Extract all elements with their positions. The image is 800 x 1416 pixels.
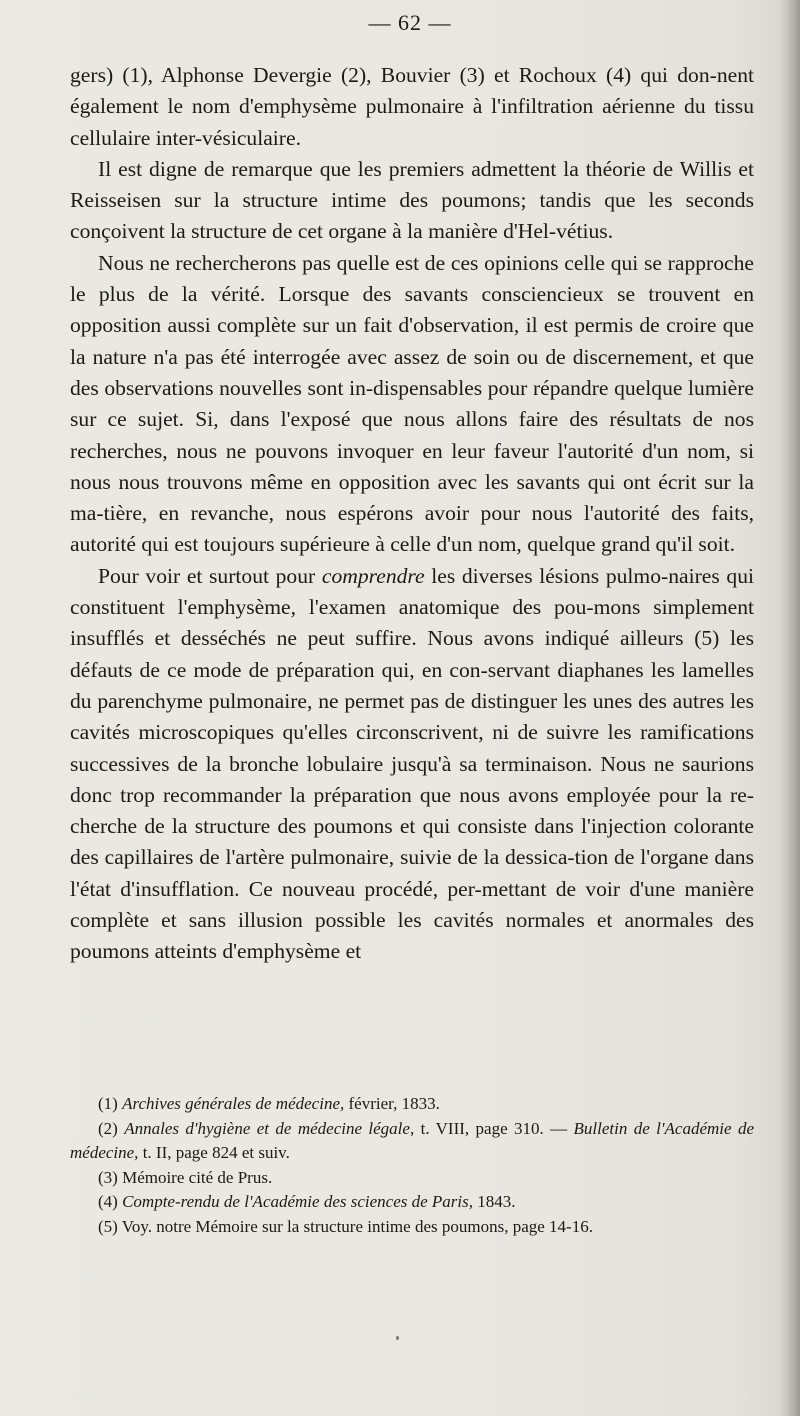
print-speck	[396, 1336, 399, 1340]
footnote-number: (3)	[98, 1167, 123, 1187]
footnote-text: février, 1833.	[344, 1094, 440, 1113]
footnote-text: 1843.	[473, 1192, 516, 1211]
footnote-3	[70, 1166, 754, 1191]
paragraph-2: Il est digne de remarque que les premiers admettent la théorie de Willis et Reisseisen sur la structure intime des poumons; tandis que les seconds conçoivent la structure de cet organe à la manière d'Hel-vétius.	[70, 156, 754, 244]
footnote-number: (1)	[98, 1094, 123, 1113]
footnote-title: Annales d'hygiène et de médecine légale,	[124, 1118, 415, 1138]
footnote-number: (5)	[98, 1216, 122, 1236]
footnote-1	[70, 1092, 754, 1117]
paragraph-4-start: Pour voir et surtout pour	[98, 563, 322, 588]
footnote-text: Mémoire cité de Prus.	[122, 1167, 273, 1187]
page-number: — 62 —	[368, 10, 452, 35]
footnote-text-2: t. II, page 824 et suiv.	[138, 1143, 290, 1162]
paragraph-3: Nous ne rechercherons pas quelle est de ces opinions celle qui se rapproche le plus de la vérité. Lorsque des savants consciencieux se trouvent en opposition aussi complète sur un fait d'observation, il est permis de croire que la nature n'a pas été interrogée avec assez de soin ou de discernement, et que des observations nouvelles sont in-dispensables pour répandre quelque lumière sur ce sujet. Si, dans l'exposé que nous allons faire des résultats de nos recherches, nous ne pouvons invoquer en leur faveur l'autorité d'un nom, si nous nous trouvons même en opposition avec les savants qui ont écrit sur la ma-tière, en revanche, nous espérons avoir pour nous l'autorité des faits, autorité qui est toujours supérieure à celle d'un nom, quelque grand qu'il soit.	[70, 250, 754, 557]
footnote-number: (4)	[98, 1192, 123, 1211]
paragraph-4	[70, 561, 754, 968]
footnote-text: t. VIII, page 310. —	[414, 1118, 574, 1138]
paragraph-4-rest: les diverses lésions pulmo-naires qui constituent l'emphysème, l'examen anatomique des pou-mons simplement insufflés et desséchés ne peut suffire. Nous avons indiqué ailleurs (5) les défauts de ce mode de préparation qui, en con-servant diaphanes les lamelles du parenchyme pulmonaire, ne permet pas de distinguer les unes des autres les cavités microscopiques qu'elles circonscrivent, ni de suivre les ramifications successives de la bronche lobulaire jusqu'à sa terminaison. Nous ne saurions donc trop recommander la préparation que nous avons employée pour la re-cherche de la structure des poumons et qui consiste dans l'injection colorante des capillaires de l'artère pulmonaire, suivie de la dessica-tion de l'organe dans l'état d'insufflation. Ce nouveau procédé, per-mettant de voir d'une manière complète et sans illusion possible les cavités normales et anormales des poumons atteints d'emphysème et	[70, 563, 754, 964]
footnote-title: Archives générales de médecine,	[122, 1094, 345, 1113]
footnote-title: Compte-rendu de l'Académie des sciences de Paris,	[122, 1192, 474, 1211]
paragraph-1: gers) (1), Alphonse Devergie (2), Bouvier (3) et Rochoux (4) qui don-nent également le nom d'emphysème pulmonaire à l'infiltration aérienne du tissu cellulaire inter-vésiculaire.	[70, 63, 754, 150]
footnote-2	[70, 1117, 754, 1166]
footnote-5	[70, 1215, 754, 1240]
body-text	[70, 60, 754, 968]
footnote-text: Voy. notre Mémoire sur la structure intime des poumons, page 14-16.	[121, 1216, 593, 1236]
footnote-title-2: Bulletin de l'Académie de médecine,	[70, 1118, 754, 1162]
footnotes	[70, 1092, 754, 1239]
footnote-number: (2)	[98, 1118, 125, 1138]
emphasized-word: comprendre	[321, 563, 425, 588]
page-edge-shadow	[778, 0, 800, 1416]
footnote-4	[70, 1190, 754, 1215]
